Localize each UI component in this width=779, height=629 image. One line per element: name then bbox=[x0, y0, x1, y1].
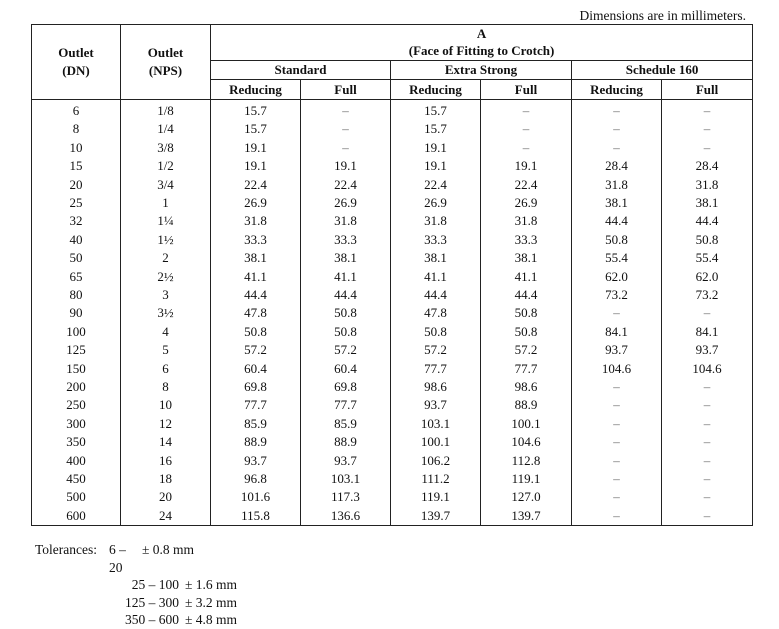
value-cell: 41.1 bbox=[211, 267, 301, 285]
table-row bbox=[32, 304, 753, 322]
value-cell: 50.8 bbox=[301, 304, 391, 322]
value-cell: 44.4 bbox=[301, 286, 391, 304]
value-cell: 15.7 bbox=[211, 99, 301, 120]
value-cell: 47.8 bbox=[211, 304, 301, 322]
value-cell: 38.1 bbox=[301, 249, 391, 267]
header-outlet-dn-line1: Outlet bbox=[58, 45, 94, 61]
outlet-nps-cell: 3/4 bbox=[121, 175, 211, 193]
value-cell: 60.4 bbox=[301, 359, 391, 377]
outlet-nps-cell: 14 bbox=[121, 433, 211, 451]
value-cell: 69.8 bbox=[211, 377, 301, 395]
table-row bbox=[32, 451, 753, 469]
subcol-reducing: Reducing bbox=[391, 80, 481, 99]
value-cell: 100.1 bbox=[481, 414, 572, 432]
value-cell: – bbox=[572, 469, 662, 487]
value-cell: 93.7 bbox=[662, 341, 753, 359]
subcol-full: Full bbox=[481, 80, 572, 99]
table-row bbox=[32, 359, 753, 377]
value-cell: 15.7 bbox=[211, 120, 301, 138]
value-cell: 33.3 bbox=[391, 230, 481, 248]
value-cell: 19.1 bbox=[391, 157, 481, 175]
outlet-dn-cell: 40 bbox=[32, 230, 121, 248]
value-cell: 117.3 bbox=[301, 488, 391, 506]
value-cell: 60.4 bbox=[211, 359, 301, 377]
subcol-full: Full bbox=[301, 80, 391, 99]
value-cell: 22.4 bbox=[391, 175, 481, 193]
header-group-standard: Standard bbox=[211, 60, 391, 79]
table-row bbox=[32, 212, 753, 230]
value-cell: 19.1 bbox=[211, 138, 301, 156]
tolerance-row bbox=[35, 541, 237, 576]
header-outlet-dn bbox=[32, 25, 121, 100]
subcol-reducing: Reducing bbox=[572, 80, 662, 99]
outlet-dn-cell: 450 bbox=[32, 469, 121, 487]
table-row bbox=[32, 175, 753, 193]
value-cell: 44.4 bbox=[662, 212, 753, 230]
tolerance-range: 6 – 20 bbox=[109, 542, 126, 575]
outlet-nps-cell: 3½ bbox=[121, 304, 211, 322]
units-note: Dimensions are in millimeters. bbox=[579, 8, 746, 23]
value-cell: 50.8 bbox=[391, 322, 481, 340]
outlet-dn-cell: 600 bbox=[32, 506, 121, 525]
subcol-reducing: Reducing bbox=[211, 80, 301, 99]
value-cell: – bbox=[662, 396, 753, 414]
value-cell: 88.9 bbox=[211, 433, 301, 451]
table-row bbox=[32, 341, 753, 359]
header-a-desc: (Face of Fitting to Crotch) bbox=[408, 43, 555, 59]
value-cell: 104.6 bbox=[572, 359, 662, 377]
value-cell: 103.1 bbox=[391, 414, 481, 432]
value-cell: 33.3 bbox=[301, 230, 391, 248]
value-cell: 115.8 bbox=[211, 506, 301, 525]
value-cell: – bbox=[572, 120, 662, 138]
outlet-nps-cell: 24 bbox=[121, 506, 211, 525]
value-cell: 31.8 bbox=[211, 212, 301, 230]
value-cell: – bbox=[662, 488, 753, 506]
value-cell: 57.2 bbox=[301, 341, 391, 359]
value-cell: 73.2 bbox=[662, 286, 753, 304]
value-cell: 19.1 bbox=[481, 157, 572, 175]
value-cell: 106.2 bbox=[391, 451, 481, 469]
value-cell: 139.7 bbox=[391, 506, 481, 525]
header-group-extra-strong: Extra Strong bbox=[391, 60, 572, 79]
value-cell: 44.4 bbox=[481, 286, 572, 304]
outlet-dn-cell: 200 bbox=[32, 377, 121, 395]
outlet-dn-cell: 8 bbox=[32, 120, 121, 138]
table-body bbox=[32, 99, 753, 525]
value-cell: – bbox=[662, 138, 753, 156]
tolerance-value: ± 0.8 mm bbox=[142, 542, 195, 557]
outlet-dn-cell: 125 bbox=[32, 341, 121, 359]
table-row bbox=[32, 230, 753, 248]
outlet-dn-cell: 300 bbox=[32, 414, 121, 432]
table-row bbox=[32, 396, 753, 414]
value-cell: 38.1 bbox=[572, 194, 662, 212]
value-cell: 139.7 bbox=[481, 506, 572, 525]
value-cell: 50.8 bbox=[211, 322, 301, 340]
value-cell: 31.8 bbox=[662, 175, 753, 193]
outlet-dn-cell: 150 bbox=[32, 359, 121, 377]
tolerance-range: 350 – 600 bbox=[125, 612, 179, 628]
value-cell: 15.7 bbox=[391, 99, 481, 120]
value-cell: 104.6 bbox=[481, 433, 572, 451]
outlet-dn-cell: 500 bbox=[32, 488, 121, 506]
value-cell: 22.4 bbox=[301, 175, 391, 193]
table-row bbox=[32, 249, 753, 267]
value-cell: 84.1 bbox=[572, 322, 662, 340]
value-cell: 50.8 bbox=[301, 322, 391, 340]
value-cell: 85.9 bbox=[211, 414, 301, 432]
value-cell: 47.8 bbox=[391, 304, 481, 322]
value-cell: 44.4 bbox=[572, 212, 662, 230]
value-cell: 28.4 bbox=[662, 157, 753, 175]
value-cell: 44.4 bbox=[391, 286, 481, 304]
value-cell: 31.8 bbox=[391, 212, 481, 230]
value-cell: 57.2 bbox=[391, 341, 481, 359]
header-a bbox=[211, 25, 753, 61]
value-cell: – bbox=[572, 99, 662, 120]
value-cell: 15.7 bbox=[391, 120, 481, 138]
outlet-nps-cell: 5 bbox=[121, 341, 211, 359]
value-cell: 19.1 bbox=[391, 138, 481, 156]
value-cell: 41.1 bbox=[301, 267, 391, 285]
value-cell: 26.9 bbox=[211, 194, 301, 212]
value-cell: – bbox=[662, 120, 753, 138]
value-cell: 26.9 bbox=[301, 194, 391, 212]
value-cell: 31.8 bbox=[301, 212, 391, 230]
value-cell: 50.8 bbox=[481, 322, 572, 340]
value-cell: – bbox=[481, 99, 572, 120]
value-cell: 100.1 bbox=[391, 433, 481, 451]
outlet-dn-cell: 15 bbox=[32, 157, 121, 175]
value-cell: – bbox=[301, 99, 391, 120]
value-cell: 57.2 bbox=[211, 341, 301, 359]
value-cell: 103.1 bbox=[301, 469, 391, 487]
outlet-nps-cell: 1/8 bbox=[121, 99, 211, 120]
value-cell: – bbox=[572, 304, 662, 322]
value-cell: – bbox=[662, 469, 753, 487]
value-cell: 26.9 bbox=[391, 194, 481, 212]
value-cell: 44.4 bbox=[211, 286, 301, 304]
outlet-dn-cell: 80 bbox=[32, 286, 121, 304]
tolerance-row bbox=[35, 576, 237, 594]
value-cell: 88.9 bbox=[301, 433, 391, 451]
tolerance-row bbox=[35, 611, 237, 629]
outlet-nps-cell: 1/2 bbox=[121, 157, 211, 175]
value-cell: 31.8 bbox=[572, 175, 662, 193]
value-cell: – bbox=[301, 138, 391, 156]
value-cell: – bbox=[572, 396, 662, 414]
table-row bbox=[32, 194, 753, 212]
table-row bbox=[32, 138, 753, 156]
table-row bbox=[32, 286, 753, 304]
outlet-dn-cell: 50 bbox=[32, 249, 121, 267]
outlet-nps-cell: 1½ bbox=[121, 230, 211, 248]
header-outlet-dn-line2: (DN) bbox=[62, 62, 90, 78]
value-cell: 31.8 bbox=[481, 212, 572, 230]
outlet-dn-cell: 250 bbox=[32, 396, 121, 414]
value-cell: – bbox=[481, 138, 572, 156]
value-cell: 22.4 bbox=[481, 175, 572, 193]
value-cell: 127.0 bbox=[481, 488, 572, 506]
value-cell: 57.2 bbox=[481, 341, 572, 359]
outlet-nps-cell: 20 bbox=[121, 488, 211, 506]
value-cell: 55.4 bbox=[662, 249, 753, 267]
value-cell: – bbox=[662, 304, 753, 322]
header-group-schedule-160: Schedule 160 bbox=[572, 60, 753, 79]
table-row bbox=[32, 414, 753, 432]
value-cell: 22.4 bbox=[211, 175, 301, 193]
header-outlet-nps bbox=[121, 25, 211, 100]
value-cell: 77.7 bbox=[211, 396, 301, 414]
value-cell: 41.1 bbox=[391, 267, 481, 285]
value-cell: – bbox=[662, 433, 753, 451]
header-outlet-nps-line1: Outlet bbox=[147, 45, 184, 61]
outlet-nps-cell: 12 bbox=[121, 414, 211, 432]
value-cell: 50.8 bbox=[662, 230, 753, 248]
value-cell: 62.0 bbox=[662, 267, 753, 285]
value-cell: 73.2 bbox=[572, 286, 662, 304]
value-cell: 38.1 bbox=[662, 194, 753, 212]
value-cell: 93.7 bbox=[391, 396, 481, 414]
table-row bbox=[32, 506, 753, 525]
value-cell: 77.7 bbox=[301, 396, 391, 414]
outlet-dn-cell: 400 bbox=[32, 451, 121, 469]
value-cell: 50.8 bbox=[572, 230, 662, 248]
value-cell: 93.7 bbox=[211, 451, 301, 469]
value-cell: – bbox=[662, 377, 753, 395]
outlet-nps-cell: 1¼ bbox=[121, 212, 211, 230]
outlet-dn-cell: 20 bbox=[32, 175, 121, 193]
tolerance-row bbox=[35, 594, 237, 612]
outlet-dn-cell: 6 bbox=[32, 99, 121, 120]
value-cell: – bbox=[301, 120, 391, 138]
value-cell: 112.8 bbox=[481, 451, 572, 469]
value-cell: 50.8 bbox=[481, 304, 572, 322]
outlet-nps-cell: 2 bbox=[121, 249, 211, 267]
value-cell: 33.3 bbox=[211, 230, 301, 248]
value-cell: 136.6 bbox=[301, 506, 391, 525]
tolerance-value: ± 3.2 mm bbox=[185, 594, 238, 610]
outlet-dn-cell: 32 bbox=[32, 212, 121, 230]
outlet-dn-cell: 10 bbox=[32, 138, 121, 156]
outlet-nps-cell: 4 bbox=[121, 322, 211, 340]
table-row bbox=[32, 488, 753, 506]
tolerance-value: ± 1.6 mm bbox=[185, 577, 238, 593]
value-cell: 55.4 bbox=[572, 249, 662, 267]
outlet-nps-cell: 3 bbox=[121, 286, 211, 304]
value-cell: 85.9 bbox=[301, 414, 391, 432]
value-cell: 98.6 bbox=[481, 377, 572, 395]
value-cell: 93.7 bbox=[572, 341, 662, 359]
value-cell: – bbox=[572, 488, 662, 506]
table-row bbox=[32, 377, 753, 395]
table-row bbox=[32, 469, 753, 487]
value-cell: 38.1 bbox=[391, 249, 481, 267]
value-cell: 77.7 bbox=[481, 359, 572, 377]
table-row bbox=[32, 267, 753, 285]
value-cell: – bbox=[572, 451, 662, 469]
value-cell: – bbox=[662, 414, 753, 432]
outlet-nps-cell: 1 bbox=[121, 194, 211, 212]
value-cell: 69.8 bbox=[301, 377, 391, 395]
value-cell: 28.4 bbox=[572, 157, 662, 175]
value-cell: – bbox=[572, 414, 662, 432]
subcol-full: Full bbox=[662, 80, 753, 99]
outlet-dn-cell: 65 bbox=[32, 267, 121, 285]
value-cell: 38.1 bbox=[481, 249, 572, 267]
value-cell: 77.7 bbox=[391, 359, 481, 377]
value-cell: 19.1 bbox=[211, 157, 301, 175]
value-cell: – bbox=[572, 377, 662, 395]
value-cell: 84.1 bbox=[662, 322, 753, 340]
value-cell: 19.1 bbox=[301, 157, 391, 175]
value-cell: – bbox=[481, 120, 572, 138]
outlet-nps-cell: 2½ bbox=[121, 267, 211, 285]
value-cell: 26.9 bbox=[481, 194, 572, 212]
outlet-nps-cell: 8 bbox=[121, 377, 211, 395]
value-cell: – bbox=[662, 99, 753, 120]
value-cell: 93.7 bbox=[301, 451, 391, 469]
value-cell: 98.6 bbox=[391, 377, 481, 395]
value-cell: 33.3 bbox=[481, 230, 572, 248]
table-row bbox=[32, 157, 753, 175]
table-row bbox=[32, 99, 753, 120]
value-cell: – bbox=[572, 506, 662, 525]
header-a-label: A bbox=[476, 26, 487, 41]
value-cell: 104.6 bbox=[662, 359, 753, 377]
outlet-nps-cell: 1/4 bbox=[121, 120, 211, 138]
tolerance-value: ± 4.8 mm bbox=[185, 612, 238, 628]
tolerance-range: 25 – 100 bbox=[131, 577, 179, 593]
table-row bbox=[32, 120, 753, 138]
outlet-nps-cell: 3/8 bbox=[121, 138, 211, 156]
value-cell: 101.6 bbox=[211, 488, 301, 506]
table-row bbox=[32, 433, 753, 451]
tolerance-range: 125 – 300 bbox=[125, 594, 179, 610]
outlet-nps-cell: 10 bbox=[121, 396, 211, 414]
value-cell: – bbox=[662, 506, 753, 525]
outlet-dn-cell: 350 bbox=[32, 433, 121, 451]
outlet-dn-cell: 90 bbox=[32, 304, 121, 322]
value-cell: 111.2 bbox=[391, 469, 481, 487]
value-cell: 62.0 bbox=[572, 267, 662, 285]
value-cell: 119.1 bbox=[391, 488, 481, 506]
outlet-nps-cell: 18 bbox=[121, 469, 211, 487]
outlet-dn-cell: 25 bbox=[32, 194, 121, 212]
value-cell: – bbox=[572, 138, 662, 156]
header-outlet-nps-line2: (NPS) bbox=[148, 62, 183, 78]
outlet-nps-cell: 6 bbox=[121, 359, 211, 377]
value-cell: 96.8 bbox=[211, 469, 301, 487]
value-cell: – bbox=[662, 451, 753, 469]
dimensions-table bbox=[31, 24, 753, 526]
outlet-dn-cell: 100 bbox=[32, 322, 121, 340]
value-cell: 41.1 bbox=[481, 267, 572, 285]
table-row bbox=[32, 322, 753, 340]
value-cell: 38.1 bbox=[211, 249, 301, 267]
tolerances bbox=[35, 541, 237, 629]
value-cell: – bbox=[572, 433, 662, 451]
value-cell: 88.9 bbox=[481, 396, 572, 414]
tolerances-label: Tolerances: bbox=[35, 542, 98, 557]
value-cell: 119.1 bbox=[481, 469, 572, 487]
outlet-nps-cell: 16 bbox=[121, 451, 211, 469]
